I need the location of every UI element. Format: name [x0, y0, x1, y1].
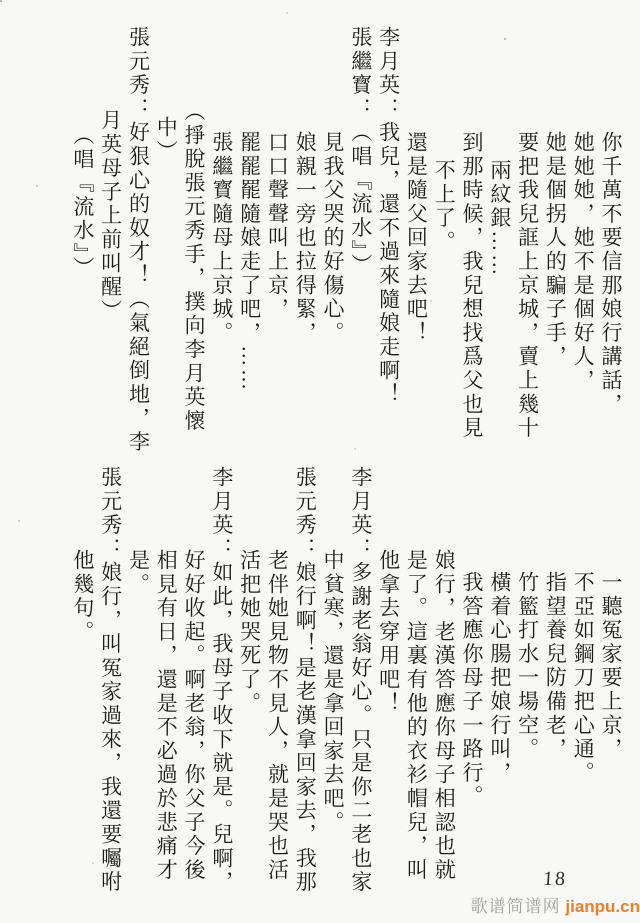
text-column-speech-wrap: 活把她哭死了。	[237, 549, 262, 716]
text-column-speaker: 李月英：多謝老翁好心。只是你二老也家	[348, 466, 373, 895]
script-text-block-top	[68, 26, 624, 460]
text-column-lyric: 見我父哭的好傷心。	[321, 130, 346, 345]
text-column-speech-wrap: 老伴她見物不見人，就是哭也活	[265, 549, 290, 883]
text-column-lyric: 娘親一旁也拉得緊，	[293, 130, 318, 345]
text-column-stage-direction-wrap: 中）	[154, 116, 179, 165]
text-column-speech-wrap: 月英母子上前叫醒）	[98, 109, 123, 324]
text-column-speech-wrap: 相見有日，還是不必過於悲痛才	[154, 549, 179, 883]
text-column-lyric: 橫着心腸把娘行叫，	[487, 570, 512, 785]
text-column-speech-wrap: 他幾句。	[70, 549, 95, 645]
text-column-lyric: 我答應你母子一路行。	[460, 570, 485, 809]
text-column-lyric: 竹籃打水一場空。	[515, 570, 540, 762]
text-column-speech-wrap: 中貧寒，還是拿回家去吧。	[321, 549, 346, 835]
text-column-lyric: 罷罷罷隨娘走了吧，……	[237, 130, 262, 393]
text-column-lyric: 張繼寳隨母上京城。	[209, 130, 234, 345]
text-column-lyric: 指望養兒防備老，	[543, 570, 568, 762]
watermark-site-name: 歌谱简谱网	[470, 897, 561, 916]
text-column-lyric: 不亞如鋼刀把心通。	[571, 570, 596, 785]
text-column-lyric: （唱『流水』）	[70, 123, 95, 280]
text-column-lyric-wrap: 兩紋銀……	[487, 159, 512, 279]
text-column-lyric: 你千萬不要信那娘行講話，	[599, 130, 623, 417]
watermark-site-url: jianpu.cn	[565, 897, 640, 916]
text-column-lyric-wrap: 不上了。	[432, 159, 457, 255]
text-column-stage-direction: （掙脫張元秀手，撲向李月英懷	[182, 99, 207, 433]
text-column-speaker: 張元秀：娘行，叫冤家過來，我還要囑咐	[98, 466, 123, 895]
text-column-speaker: 張繼寳：（唱『流水』）	[348, 26, 373, 278]
text-column-speech-wrap: 是了。這裏有他的衣衫帽兒，叫	[404, 549, 429, 883]
text-column-speech-wrap: 是。	[126, 549, 151, 597]
text-column-lyric: 一聽冤家要上京，	[599, 570, 623, 762]
text-column-lyric: 還是隨父回家去吧！	[404, 130, 429, 345]
text-column-lyric: 她她她，她不是個好人，	[571, 130, 596, 393]
text-column-speech-wrap: 好好收起。啊老翁，你父子今後	[182, 549, 207, 883]
text-column-speaker: 李月英：我兒，還不過來隨娘走啊！	[376, 26, 401, 407]
text-column-lyric: 要把我兒誆上京城，賣上幾十	[515, 130, 540, 441]
text-column-lyric: 口口聲聲叫上京，	[265, 130, 290, 322]
text-column-speaker: 李月英：如此，我母子收下就是。兒啊，	[209, 466, 234, 895]
script-text-block-bottom	[68, 466, 624, 916]
page-number: 18	[542, 868, 568, 890]
text-column-speech-wrap: 他拿去穿用吧！	[376, 549, 401, 716]
text-column-speaker: 張元秀：娘行啊！是老漢拿回家去，我那	[293, 466, 318, 895]
text-column-lyric: 到那時候，我兒想找爲父也見	[460, 130, 485, 441]
watermark	[471, 892, 640, 917]
text-column-speech-wrap: 娘行，老漢答應你母子相認也就	[432, 549, 457, 883]
text-column-speaker: 張元秀：好狠心的奴才！（氣絕倒地，李	[126, 26, 151, 455]
text-column-lyric: 她是個拐人的騙子手，	[543, 130, 568, 369]
